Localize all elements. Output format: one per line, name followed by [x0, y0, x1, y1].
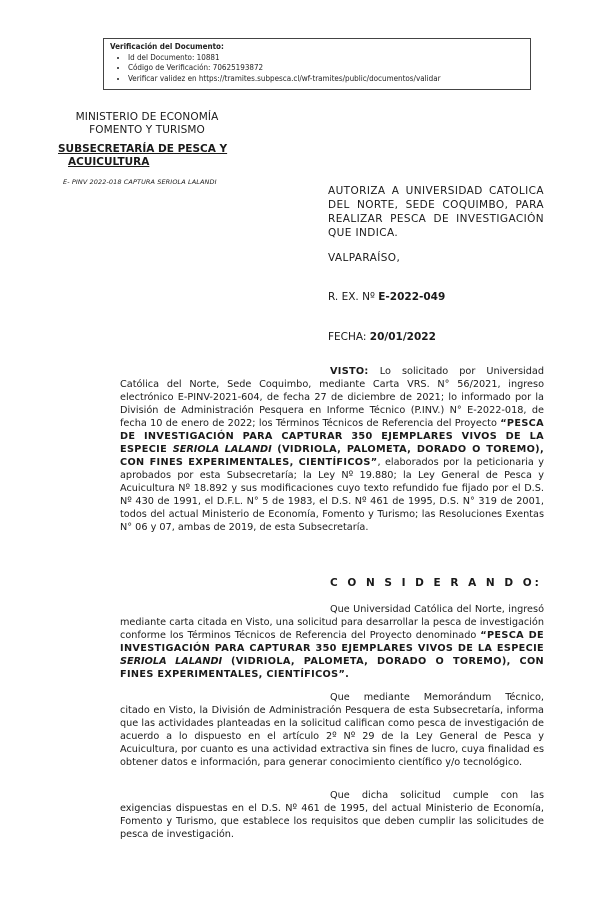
ministry-heading — [62, 111, 232, 137]
considerando-paragraph-3: Que dicha solicitud cumple con las exigencias dispuestas en el D.S. Nº 461 de 1995, del actual Ministerio de Economía, Fomento y Turismo, que establece los requisitos que deben cumplir las solicitudes de pesca de investigación. — [120, 790, 544, 840]
resolution-title: AUTORIZA A UNIVERSIDAD CATOLICA DEL NORTE, SEDE COQUIMBO, PARA REALIZAR PESCA DE INVESTIGACIÓN QUE INDICA. — [328, 185, 544, 239]
resolution-number-label: R. EX. Nº — [328, 291, 375, 303]
c1-text: Que Universidad Católica del Norte, ingresó mediante carta citada en Visto, una solicitud para desarrollar la pesca de investigación conforme los Términos Técnicos de Referencia del Proyecto denominado — [120, 604, 544, 641]
visto-project-a: “PESCA DE INVESTIGACIÓN PARA CAPTURAR 350 EJEMPLARES VIVOS DE LA ESPECIE — [120, 418, 544, 455]
verification-url[interactable]: • Verificar validez en https://tramites.subpesca.cl/wf-tramites/public/documentos/validar — [128, 74, 524, 85]
c1-project-b: (VIDRIOLA, PALOMETA, DORADO O TOREMO), CON FINES EXPERIMENTALES, CIENTÍFICOS”. — [120, 656, 545, 680]
resolution-number-value: E-2022-049 — [378, 291, 446, 303]
considerando-heading: C O N S I D E R A N D O: — [330, 577, 542, 589]
c1-species: SERIOLA LALANDI — [120, 656, 223, 667]
resolution-date — [328, 331, 436, 343]
verification-list — [110, 53, 524, 85]
resolution-date-value: 20/01/2022 — [369, 331, 436, 343]
visto-project-b: (VIDRIOLA, PALOMETA, DORADO O TOREMO), CON FINES EXPERIMENTALES, CIENTÍFICOS” — [120, 444, 544, 468]
subsecretaria-heading — [58, 143, 240, 169]
visto-text-a: Lo solicitado por Universidad Católica del Norte, Sede Coquimbo, mediante Carta VRS. N° 56/2021, ingreso electrónico E-PINV-2021-604, de fecha 27 de diciembre de 2021; lo informado por la División de Administración Pesquera en Informe Técnico (P.INV.) N° E-2022-018, de fecha 10 de enero de 2022; los Términos Técnicos de Referencia del Proyecto — [120, 366, 544, 429]
city: VALPARAÍSO, — [328, 252, 401, 264]
verification-code: • Código de Verificación: 70625193872 — [128, 63, 524, 74]
subsecretaria-line-2: ACUICULTURA — [68, 156, 150, 168]
verification-box — [103, 38, 531, 90]
ministry-line-2: FOMENTO Y TURISMO — [89, 124, 205, 136]
visto-species: SERIOLA LALANDI — [172, 444, 272, 455]
visto-text-b: , elaborados por la peticionaria y aprobados por esta Subsecretaría; la Ley Nº 19.880; la Ley General de Pesca y Acuicultura Nº 18.892 y sus modificaciones cuyo texto refundido fue fijado por el D.S. Nº 430 de 1991, el D.F.L. N° 5 de 1983, el D.S. Nº 461 de 1995, D.S. N° 319 de 2001, todos del actual Ministerio de Economía, Fomento y Turismo; las Resoluciones Exentas N° 06 y 07, ambas de 2019, de esta Subsecretaría. — [120, 457, 544, 533]
reference-code: E- PINV 2022-018 CAPTURA SERIOLA LALANDI — [63, 178, 217, 186]
subsecretaria-line-1: SUBSECRETARÍA DE PESCA Y — [58, 143, 228, 155]
visto-paragraph — [120, 365, 544, 534]
considerando-paragraph-2: Que mediante Memorándum Técnico, citado en Visto, la División de Administración Pesquera de esta Subsecretaría, informa que las actividades planteadas en la solicitud califican como pesca de investigación de acuerdo a lo dispuesto en el artículo 2º Nº 29 de la Ley General de Pesca y Acuicultura, por cuanto es una actividad extractiva sin fines de lucro, cuya finalidad es obtener datos e información, para generar conocimiento científico y/o tecnológico. — [120, 692, 544, 768]
considerando-paragraph-1 — [120, 603, 544, 681]
visto-heading: VISTO: — [330, 366, 369, 377]
resolution-date-label: FECHA: — [328, 331, 367, 343]
c1-project-a: “PESCA DE INVESTIGACIÓN PARA CAPTURAR 350 EJEMPLARES VIVOS DE LA ESPECIE — [120, 630, 544, 654]
ministry-line-1: MINISTERIO DE ECONOMÍA — [75, 111, 219, 123]
verification-title: Verificación del Documento: — [110, 42, 224, 51]
verification-id: • Id del Documento: 10881 — [128, 53, 524, 64]
resolution-number — [328, 291, 445, 303]
